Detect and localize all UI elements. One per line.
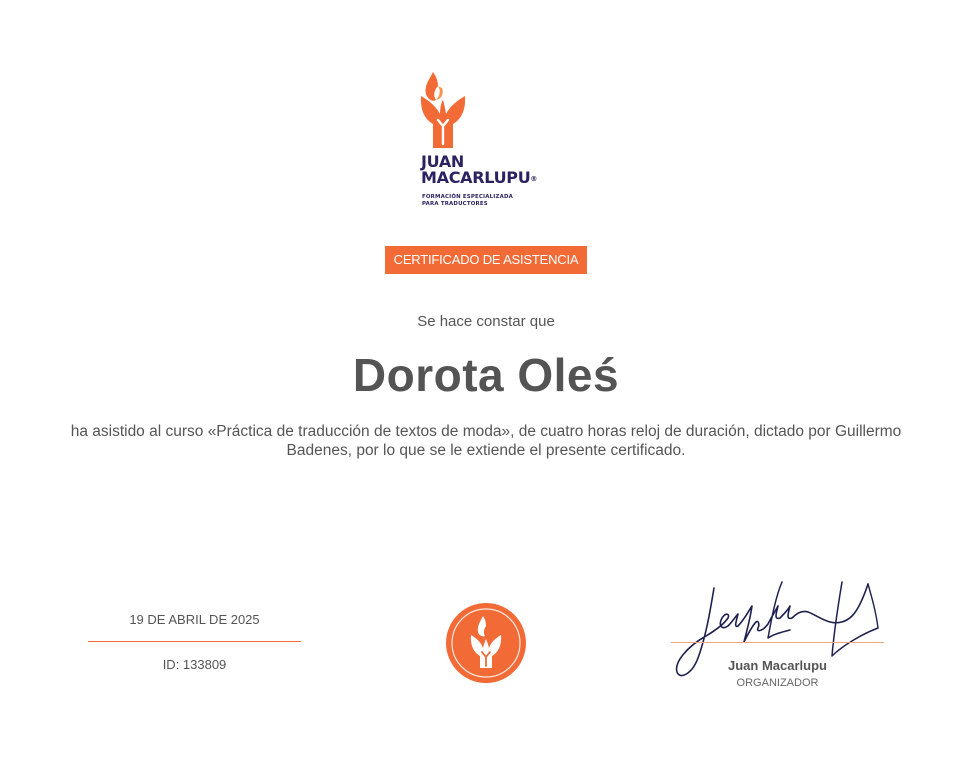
logo-tagline: [422, 194, 513, 208]
recipient-name: Dorota Oleś: [352, 349, 620, 401]
signer-role: ORGANIZADOR: [736, 677, 819, 689]
date-divider: [88, 641, 301, 642]
certificate-type-badge: CERTIFICADO DE ASISTENCIA: [385, 246, 587, 274]
issue-date: 19 DE ABRIL DE 2025: [129, 612, 260, 627]
flame-wheat-icon: [420, 70, 466, 150]
logo-name-line2: MACARLUPU: [421, 168, 531, 187]
certificate-id: ID: 133809: [162, 657, 227, 672]
intro-text: Se hace constar que: [417, 313, 555, 330]
signature-divider: [671, 642, 884, 643]
registered-mark: ®: [530, 175, 538, 183]
signer-name: Juan Macarlupu: [728, 658, 827, 673]
logo-tagline-line2: PARA TRADUCTORES: [422, 201, 488, 207]
seal-icon: [445, 602, 527, 684]
logo-wordmark: [421, 154, 537, 186]
certificate-body-text: ha asistido al curso «Práctica de traducción de textos de moda», de cuatro horas reloj de duración, dictado por Guillermo Badenes, por lo que se le extiende el presente certificado.: [70, 423, 902, 459]
logo-tagline-line1: FORMACIÓN ESPECIALIZADA: [422, 194, 513, 200]
brand-logo: [418, 70, 563, 210]
logo-name-line1: JUAN: [421, 152, 465, 171]
